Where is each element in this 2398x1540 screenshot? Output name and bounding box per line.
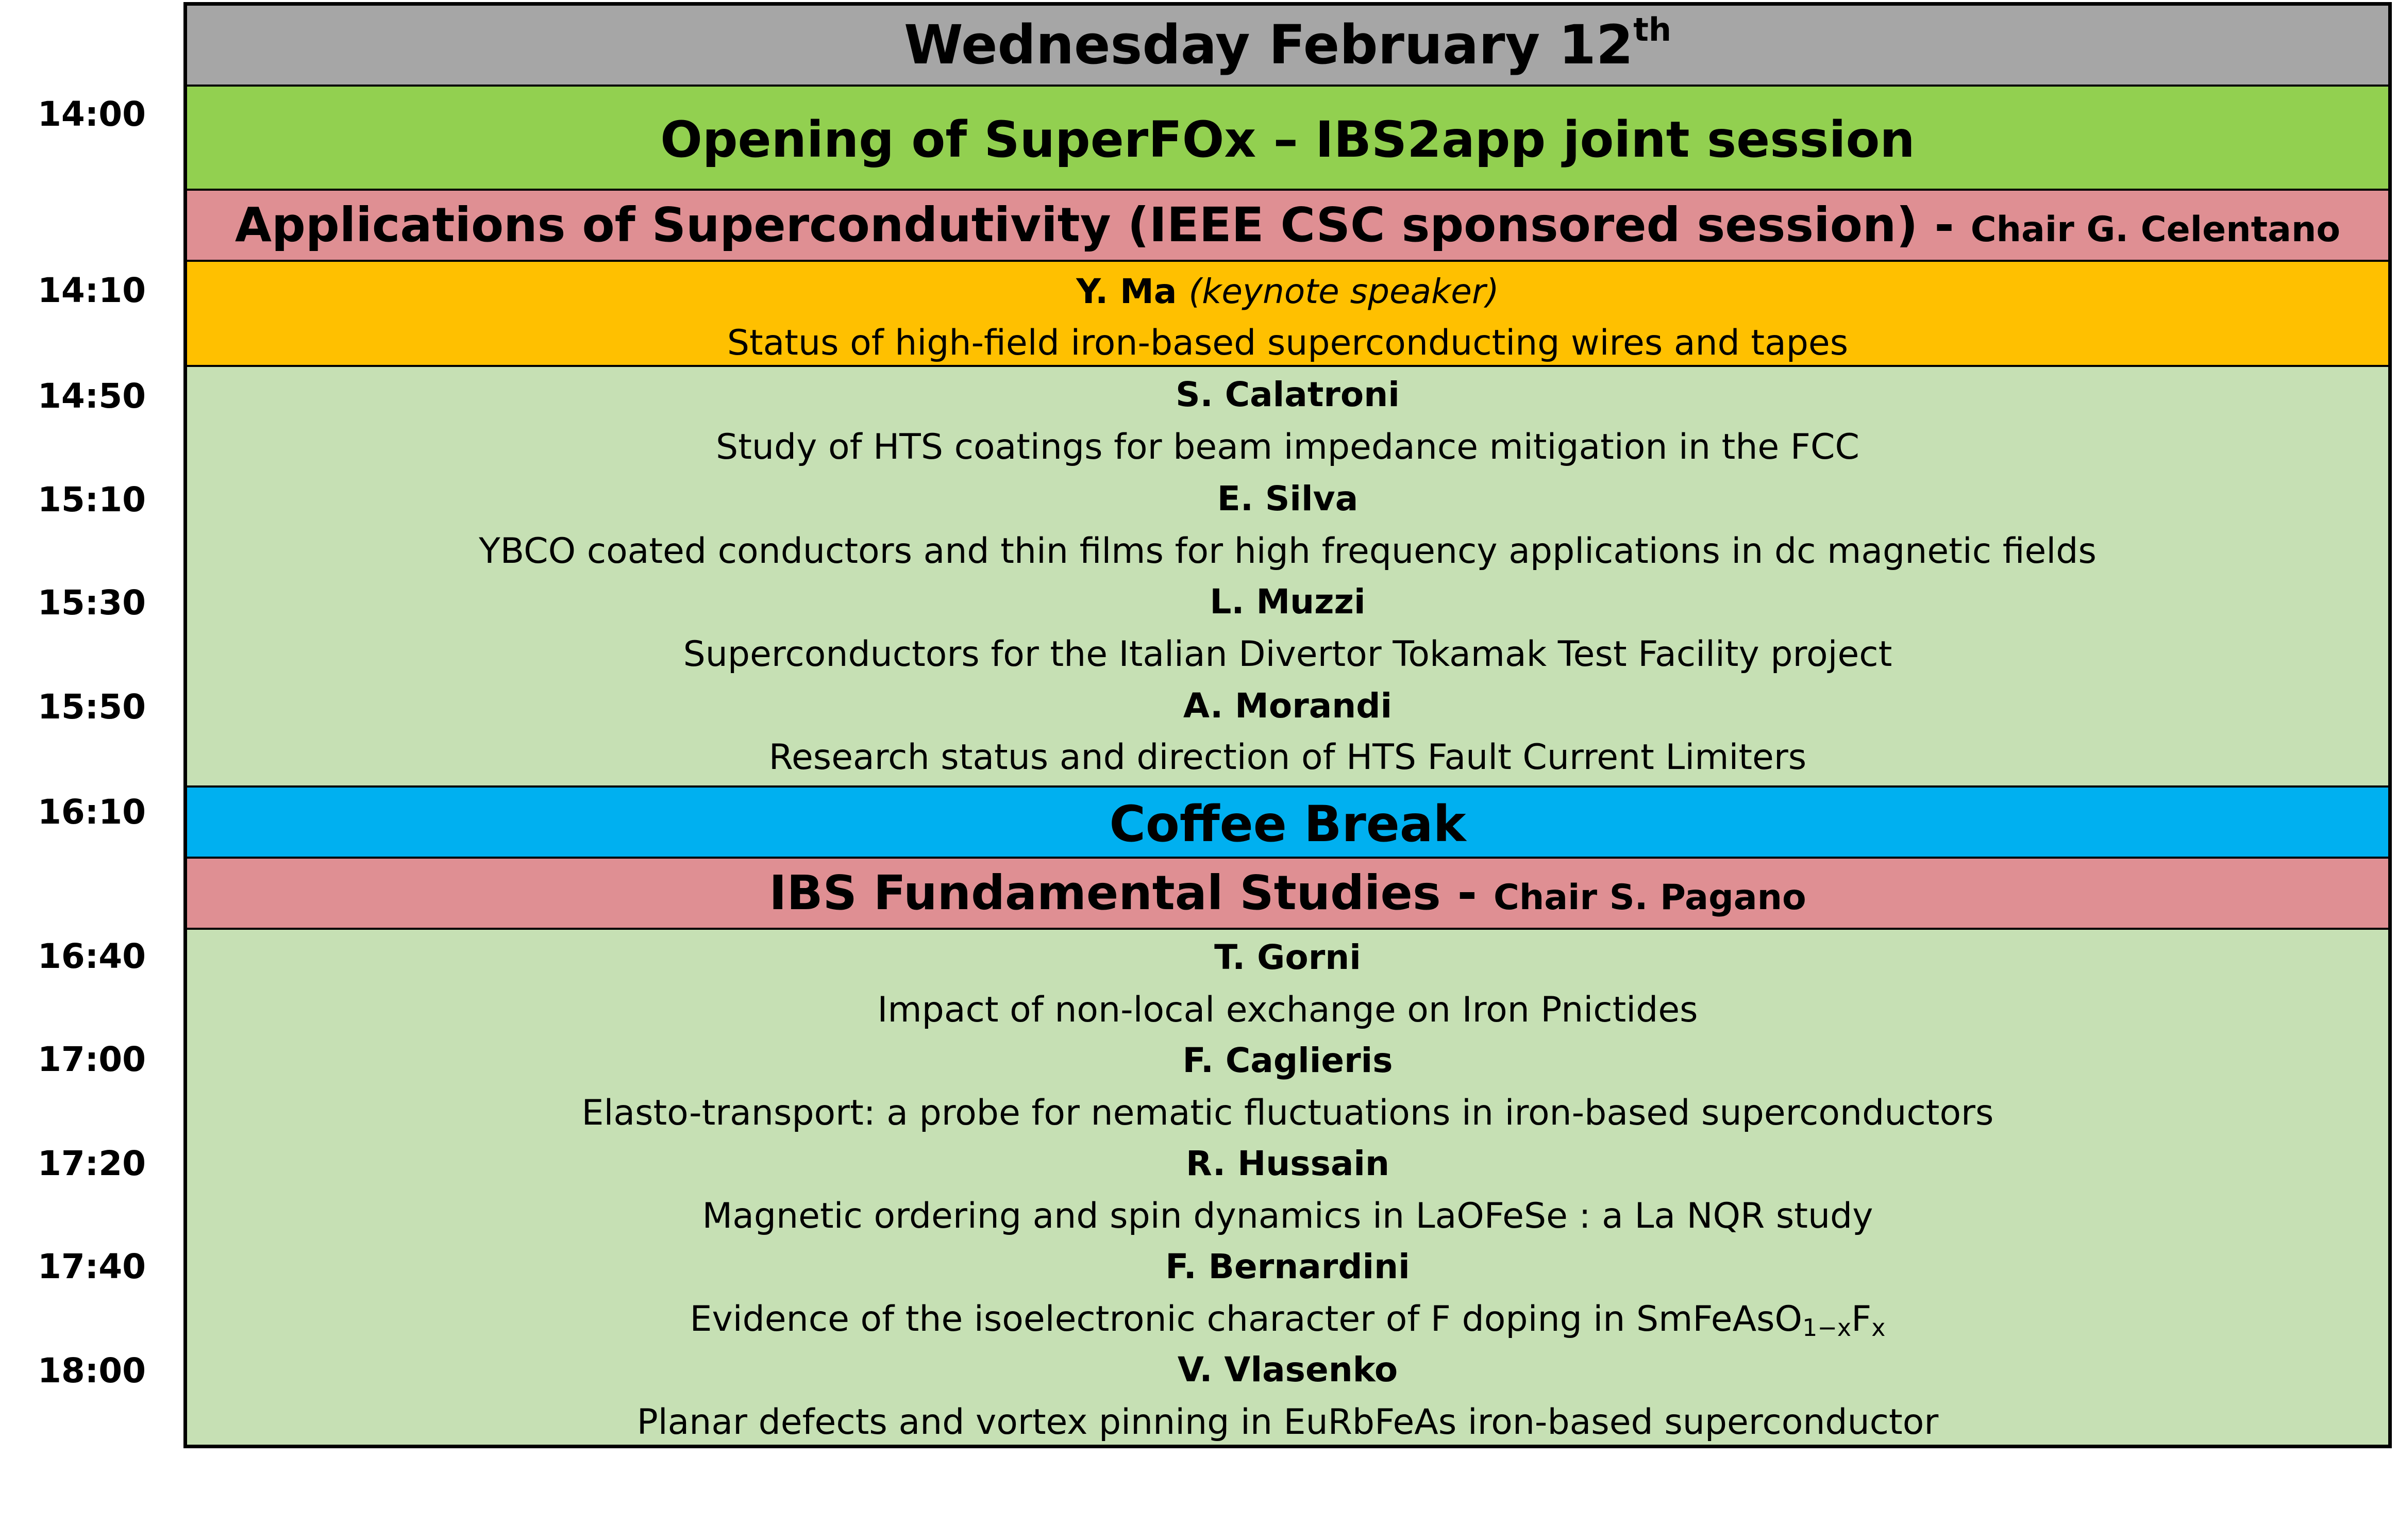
time-label: 17:00	[37, 1040, 146, 1079]
talk-speaker: R. Hussain	[1185, 1144, 1390, 1183]
speaker-role: (keynote speaker)	[1188, 272, 1499, 311]
session-header-applications	[187, 189, 2388, 262]
session-chair: Chair S. Pagano	[1493, 877, 1806, 918]
talk-speaker: V. Vlasenko	[1177, 1350, 1398, 1390]
time-label: 14:50	[37, 376, 146, 416]
session-separator: -	[1918, 197, 1971, 253]
talk-title	[187, 1299, 2388, 1340]
day-title-text: Wednesday February 12	[903, 13, 1634, 76]
talk-title: Research status and direction of HTS Fault Current Limiters	[768, 737, 1807, 778]
time-label: 15:50	[37, 687, 146, 727]
time-column	[0, 0, 183, 1540]
formula-subscript: 1−x	[1802, 1314, 1852, 1342]
talk-title: YBCO coated conductors and thin films for high frequency applications in dc magnetic fields	[479, 531, 2097, 572]
formula-subscript: x	[1871, 1314, 1886, 1342]
day-header	[187, 2, 2388, 87]
time-label: 15:30	[37, 583, 146, 623]
formula-element: F	[1851, 1299, 1872, 1340]
day-title-suffix: th	[1633, 11, 1671, 48]
coffee-break-row	[187, 785, 2388, 859]
talk-title-text: Evidence of the isoelectronic character of F doping in SmFeAsO	[690, 1299, 1803, 1340]
session-title-text: IBS Fundamental Studies	[769, 865, 1441, 920]
talk-speaker: F. Caglieris	[1182, 1041, 1393, 1080]
talk-speaker: S. Calatroni	[1176, 375, 1400, 414]
session-separator: -	[1440, 865, 1494, 920]
opening-label: Opening of SuperFOx – IBS2app joint session	[660, 111, 1915, 169]
time-label: 16:40	[37, 936, 146, 976]
time-label: 16:10	[37, 792, 146, 832]
talk-title: Planar defects and vortex pinning in EuRbFeAs iron-based superconductor	[636, 1402, 1939, 1443]
talk-title: Elasto-transport: a probe for nematic fluctuations in iron-based superconductors	[581, 1093, 1994, 1133]
session-chair: Chair G. Celentano	[1970, 209, 2341, 250]
talk-title: Study of HTS coatings for beam impedance mitigation in the FCC	[716, 427, 1859, 467]
talk-speaker: F. Bernardini	[1165, 1247, 1410, 1286]
talks-block-applications	[187, 365, 2388, 788]
talk-title: Impact of non-local exchange on Iron Pnictides	[877, 990, 1698, 1030]
talk-title: Magnetic ordering and spin dynamics in LaOFeSe : a La NQR study	[702, 1196, 1873, 1236]
day-title	[187, 11, 2388, 76]
time-label: 14:00	[37, 94, 146, 134]
session-title-text: Applications of Supercondutivity (IEEE CSC sponsored session)	[234, 197, 1918, 253]
talk-speaker: A. Morandi	[1183, 686, 1393, 726]
time-label: 17:20	[37, 1144, 146, 1183]
talk-speaker: L. Muzzi	[1210, 582, 1366, 622]
time-label: 18:00	[37, 1351, 146, 1391]
time-label: 14:10	[37, 271, 146, 310]
talk-title: Superconductors for the Italian Divertor Tokamak Test Facility project	[683, 634, 1892, 675]
coffee-break-label: Coffee Break	[1109, 795, 1466, 853]
keynote-row	[187, 260, 2388, 367]
schedule-table	[183, 2, 2392, 1448]
time-label: 17:40	[37, 1247, 146, 1286]
speaker-name: Y. Ma	[1076, 272, 1177, 311]
opening-row	[187, 85, 2388, 191]
talk-speaker: T. Gorni	[1214, 938, 1361, 977]
session-title	[187, 197, 2388, 258]
keynote-title: Status of high-field iron-based superconducting wires and tapes	[727, 323, 1849, 363]
time-label: 15:10	[37, 480, 146, 520]
keynote-speaker	[187, 271, 2388, 312]
talks-block-fundamental	[187, 928, 2388, 1445]
session-header-fundamental	[187, 857, 2388, 930]
talk-speaker: E. Silva	[1217, 479, 1359, 518]
session-title	[187, 865, 2388, 926]
